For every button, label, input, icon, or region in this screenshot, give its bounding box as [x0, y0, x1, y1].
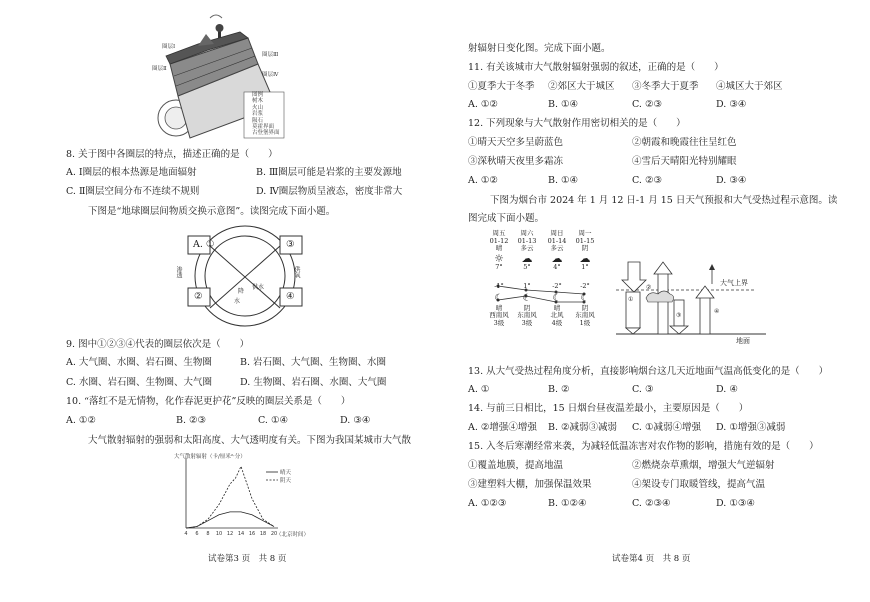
- q15-item-4: ④架设专门取暖管线，提高气温: [632, 479, 766, 490]
- q10-stem: 10. “落红不是无情物，化作春泥更护花”反映的圈层关系是（ ）: [66, 396, 351, 407]
- q12-item-1: ①晴天天空多呈蔚蓝色: [468, 137, 564, 148]
- q12-item-3: ③深秋晴天夜里多霜冻: [468, 156, 564, 167]
- legend-sunny: 晴天: [280, 470, 292, 476]
- forecast-wind: 东南风: [575, 311, 595, 319]
- q8-option-c[interactable]: C. Ⅱ圈层空间分布不连续不规则: [66, 186, 200, 197]
- forecast-weekday: 周五: [492, 229, 506, 237]
- x-tick-label: 4: [184, 531, 188, 537]
- forecast-weekday: 周一: [578, 229, 592, 237]
- x-tick-label: 6: [195, 531, 199, 537]
- q9-option-c[interactable]: C. 水圈、岩石圈、生物圈、大气圈: [66, 377, 212, 388]
- forecast-date: 01-12: [489, 236, 509, 245]
- q10-option-b[interactable]: B. ②③: [176, 415, 207, 426]
- right-footer: 试卷第4 页 共 8 页: [612, 554, 691, 564]
- q8-stem: 8. 关于图中各圈层的特点，描述正确的是（ ）: [66, 149, 278, 160]
- label-gongshui: 供水: [252, 284, 265, 291]
- q11-option-b[interactable]: B. ①④: [548, 99, 579, 110]
- q15-option-a[interactable]: A. ①②③: [468, 498, 507, 509]
- q10-option-a[interactable]: A. ①②: [66, 415, 96, 426]
- q11-item-1: ①夏季大于冬季: [468, 81, 535, 92]
- label-gongyang: 供氧: [293, 266, 300, 278]
- forecast-wind: 东南风: [517, 311, 537, 319]
- forecast-high-temp: 4°: [553, 262, 561, 271]
- q13-option-c[interactable]: C. ③: [632, 384, 654, 395]
- earth-layers-figure: [148, 6, 288, 146]
- x-tick-label: 10: [215, 531, 223, 537]
- forecast-high-temp: 7°: [495, 262, 503, 271]
- heat-num-2: ②: [646, 284, 652, 291]
- forecast-low-temp: -1°: [494, 282, 504, 290]
- q8-option-a[interactable]: A. Ⅰ圈层的根本热源是地面辐射: [66, 167, 197, 178]
- moon-icon: ☾: [522, 292, 532, 304]
- legend-magma: 岩浆: [252, 111, 264, 118]
- q12-stem: 12. 下列现象与大气散射作用密切相关的是（ ）: [468, 118, 686, 129]
- x-tick-label: 8: [206, 531, 210, 537]
- forecast-day: [514, 230, 540, 327]
- layer-label-4: 圈层Ⅳ: [262, 72, 279, 78]
- forecast-condition: 晴: [495, 244, 503, 252]
- cycle-box-3: ③: [286, 239, 295, 250]
- x-tick-label: 16: [248, 531, 256, 537]
- legend-gutenberg: 古登堡界面: [252, 130, 280, 137]
- forecast-date: 01-13: [517, 236, 537, 245]
- forecast-weekday: 周六: [520, 229, 534, 237]
- cycle-box-1: A. ①: [193, 239, 215, 250]
- q12-item-2: ②朝霞和晚霞往往呈红色: [632, 137, 737, 148]
- forecast-day: [486, 230, 512, 327]
- forecast-low-temp: 1°: [523, 282, 531, 290]
- cloudy-icon: ☁: [521, 251, 533, 265]
- sun-icon: ☼: [494, 251, 504, 265]
- moon-icon: ☾: [494, 292, 504, 304]
- series-line-cloudy: [186, 466, 274, 528]
- q8-option-b[interactable]: B. Ⅲ圈层可能是岩浆的主要发源地: [256, 167, 402, 178]
- cloudy-icon: ☁: [551, 251, 563, 265]
- q15-item-3: ③建塑料大棚，加强保温效果: [468, 479, 592, 490]
- q13-stem: 13. 从大气受热过程角度分析，直接影响烟台这几天近地面气温高低变化的是（ ）: [468, 366, 829, 377]
- legend-moho: 莫霍界面: [252, 124, 275, 131]
- weather-intro-1: 下图为烟台市 2024 年 1 月 12 日-1 月 15 日天气预报和大气受热过程示意图。读: [490, 195, 838, 206]
- forecast-condition: 多云: [550, 244, 564, 252]
- legend-tree: 树木: [252, 98, 264, 105]
- forecast-wind-level: 1级: [579, 318, 591, 327]
- q15-option-d[interactable]: D. ①③④: [716, 498, 755, 509]
- radiation-intro-2: 射辐射日变化图。完成下面小题。: [468, 43, 611, 54]
- forecast-wind-level: 3级: [493, 318, 505, 327]
- forecast-night-condition: 阴: [581, 303, 589, 312]
- figure-legend: [252, 92, 280, 137]
- q12-option-c[interactable]: C. ②③: [632, 175, 663, 186]
- q14-option-b[interactable]: B. ②减弱③减弱: [548, 422, 618, 433]
- q13-option-b[interactable]: B. ②: [548, 384, 570, 395]
- forecast-day: [572, 230, 598, 327]
- left-footer: 试卷第3 页 共 8 页: [208, 554, 287, 564]
- weather-forecast: [484, 230, 614, 358]
- chart-ylabel: 大气散射辐射（卡/厘米²·分）: [174, 454, 246, 460]
- forecast-high-temp: 5°: [523, 262, 531, 271]
- q15-item-2: ②燃烧杂草熏烟，增强大气逆辐射: [632, 460, 775, 471]
- cycle-box-4: ④: [286, 291, 295, 302]
- q9-option-a[interactable]: A. 大气圈、水圈、岩石圈、生物圈: [66, 357, 212, 368]
- q15-item-1: ①覆盖地膜，提高地温: [468, 460, 564, 471]
- q13-option-a[interactable]: A. ①: [468, 384, 490, 395]
- atmosphere-top-label: 大气上界: [720, 279, 748, 287]
- label-jiang: 降: [238, 288, 245, 295]
- layer-label-1: 圈层Ⅰ: [162, 44, 176, 50]
- q11-item-3: ③冬季大于夏季: [632, 81, 699, 92]
- forecast-night-condition: 阴: [523, 303, 531, 312]
- legend-title: 图例: [252, 92, 264, 98]
- ground-label: 地面: [736, 337, 750, 345]
- radiation-chart: [170, 452, 320, 542]
- q8-option-d[interactable]: D. Ⅳ圈层物质呈液态，密度非常大: [256, 186, 403, 197]
- forecast-high-temp: 1°: [581, 262, 589, 271]
- q13-option-d[interactable]: D. ④: [716, 384, 738, 395]
- heat-num-4: ④: [714, 308, 720, 315]
- weather-intro-2: 图完成下面小题。: [468, 213, 545, 224]
- q12-item-4: ④雪后天晴阳光特别耀眼: [632, 156, 737, 167]
- heat-num-3: ③: [676, 312, 682, 319]
- x-tick-label: 20: [270, 531, 278, 537]
- q10-option-c[interactable]: C. ①④: [258, 415, 289, 426]
- label-shentou: 渗透: [175, 266, 182, 278]
- cycle-box-2: ②: [194, 291, 203, 302]
- q14-option-d[interactable]: D. ①增强③减弱: [716, 422, 786, 433]
- q11-stem: 11. 有关该城市大气散射辐射强弱的叙述，正确的是（ ）: [468, 62, 724, 73]
- moon-icon: ☾: [552, 292, 562, 304]
- q12-option-a[interactable]: A. ①②: [468, 175, 498, 186]
- forecast-wind: 西南风: [489, 311, 509, 319]
- label-shui: 水: [234, 298, 241, 305]
- legend-volcano: 火山: [252, 104, 264, 111]
- sphere-cycle-diagram: [175, 222, 310, 330]
- q9-stem: 9. 图中①②③④代表的圈层依次是（ ）: [66, 339, 250, 350]
- overcast-icon: ☁: [579, 251, 591, 265]
- chart-xlabel: （北京时间）: [276, 532, 310, 538]
- forecast-low-temp: -2°: [580, 282, 590, 290]
- x-tick-label: 18: [259, 531, 267, 537]
- forecast-date: 01-14: [547, 236, 567, 245]
- q10-option-d[interactable]: D. ③④: [340, 415, 371, 426]
- x-tick-label: 12: [226, 531, 234, 537]
- q12-option-d[interactable]: D. ③④: [716, 175, 747, 186]
- q11-item-4: ④城区大于郊区: [716, 81, 783, 92]
- layer-label-3: 圈层Ⅲ: [262, 52, 279, 58]
- q14-option-c[interactable]: C. ①减弱④增强: [632, 422, 701, 433]
- q15-option-c[interactable]: C. ②③④: [632, 498, 671, 509]
- cycle-intro: 下图是“地球圈层间物质交换示意图”。读图完成下面小题。: [88, 206, 336, 217]
- forecast-condition: 阴: [581, 244, 589, 252]
- forecast-night-condition: 晴: [553, 303, 561, 312]
- moon-icon: ☾: [580, 292, 590, 304]
- forecast-wind: 北风: [550, 311, 564, 319]
- x-tick-label: 14: [237, 531, 245, 537]
- forecast-date: 01-15: [575, 236, 595, 245]
- forecast-wind-level: 3级: [521, 318, 533, 327]
- layer-label-2: 圈层Ⅱ: [152, 66, 167, 72]
- q11-option-d[interactable]: D. ③④: [716, 99, 747, 110]
- legend-meteorite: 陨石: [252, 117, 264, 124]
- q11-option-c[interactable]: C. ②③: [632, 99, 663, 110]
- forecast-low-temp: -2°: [552, 282, 562, 290]
- atmosphere-heating-diagram: [616, 250, 776, 350]
- q15-stem: 15. 入冬后寒潮经常来袭，为减轻低温冻害对农作物的影响，措施有效的是（ ）: [468, 441, 819, 452]
- q9-option-b[interactable]: B. 岩石圈、大气圈、生物圈、水圈: [240, 357, 387, 368]
- legend-cloudy: 阴天: [280, 478, 292, 484]
- q15-option-b[interactable]: B. ①②④: [548, 498, 587, 509]
- radiation-intro-1: 大气散射辐射的强弱和太阳高度、大气透明度有关。下图为我国某城市大气散: [88, 435, 412, 446]
- q11-option-a[interactable]: A. ①②: [468, 99, 498, 110]
- q9-option-d[interactable]: D. 生物圈、岩石圈、水圈、大气圈: [240, 377, 387, 388]
- heat-num-1: ①: [628, 296, 634, 303]
- forecast-night-condition: 晴: [495, 303, 503, 312]
- forecast-day: [544, 230, 570, 327]
- q11-item-2: ②郊区大于城区: [548, 81, 615, 92]
- forecast-weekday: 周日: [550, 229, 564, 237]
- q14-option-a[interactable]: A. ②增强④增强: [468, 422, 537, 433]
- forecast-wind-level: 4级: [551, 318, 563, 327]
- q14-stem: 14. 与前三日相比，15 日烟台昼夜温差最小，主要原因是（ ）: [468, 403, 749, 414]
- q12-option-b[interactable]: B. ①④: [548, 175, 579, 186]
- forecast-condition: 多云: [520, 244, 534, 252]
- series-line-sunny: [186, 512, 274, 528]
